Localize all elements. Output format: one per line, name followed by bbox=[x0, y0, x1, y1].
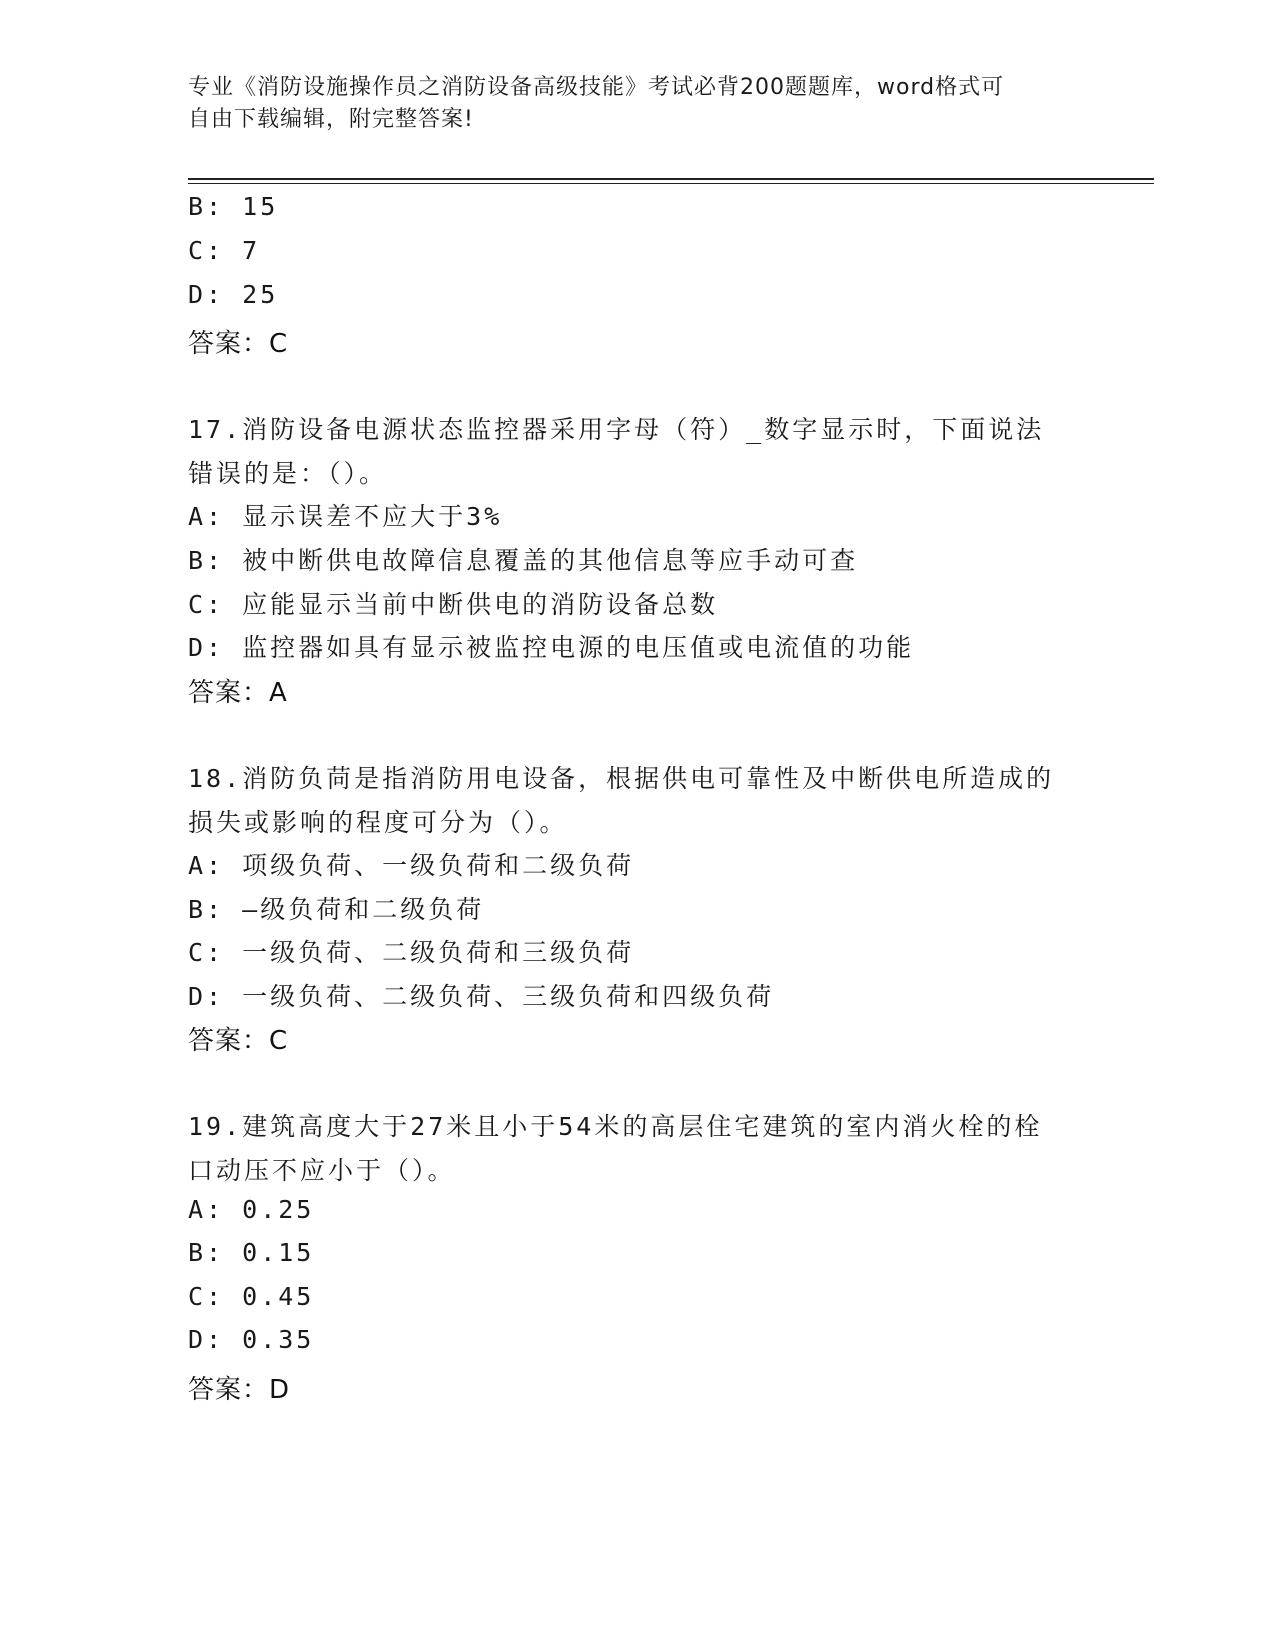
q17-option-c: C: 应能显示当前中断供电的消防设备总数 bbox=[188, 590, 719, 619]
header-line-1: 专业《消防设施操作员之消防设备高级技能》考试必背200题题库，word格式可 bbox=[188, 75, 1005, 100]
q17-stem-line-2: 错误的是：（）。 bbox=[188, 459, 388, 488]
header-divider-thin bbox=[188, 183, 1154, 184]
q19-answer: 答案：D bbox=[188, 1375, 291, 1405]
q19-stem-line-2: 口动压不应小于（）。 bbox=[188, 1156, 456, 1185]
q18-stem-line-1: 18.消防负苘是指消防用电设备，根据供电可靠性及中断供电所造成的 bbox=[188, 764, 1055, 793]
q17-option-b: B: 被中断供电故障信息覆盖的其他信息等应手动可查 bbox=[188, 546, 859, 575]
q19-option-d: D: 0.35 bbox=[188, 1325, 315, 1354]
header-line-2: 自由下载编辑，附完整答案! bbox=[188, 107, 474, 132]
q16-answer: 答案：C bbox=[188, 329, 289, 359]
q18-stem-line-2: 损失或影响的程度可分为（）。 bbox=[188, 808, 568, 837]
q16-option-b: B: 15 bbox=[188, 192, 279, 221]
q18-option-c: C: 一级负荷、二级负荷和三级负荷 bbox=[188, 938, 635, 967]
header-divider-thick bbox=[188, 178, 1154, 180]
page-header bbox=[188, 72, 1088, 136]
q19-option-a: A: 0.25 bbox=[188, 1195, 315, 1224]
q18-option-b: B: —级负荷和二级负荷 bbox=[188, 895, 485, 924]
q19-stem-line-1: 19.建筑高度大于27米且小于54米的高层住宅建筑的室内消火栓的栓 bbox=[188, 1112, 1043, 1141]
q16-option-c: C: 7 bbox=[188, 236, 261, 265]
q19-option-c: C: 0.45 bbox=[188, 1282, 315, 1311]
q16-option-d: D: 25 bbox=[188, 280, 279, 309]
q18-answer: 答案：C bbox=[188, 1026, 289, 1056]
q17-stem-line-1: 17.消防设备电源状态监控器采用字母（符）_数字显示时，下面说法 bbox=[188, 415, 1045, 444]
q17-option-d: D: 监控器如具有显示被监控电源的电压值或电流值的功能 bbox=[188, 633, 915, 662]
q18-option-d: D: 一级负荷、二级负荷、三级负荷和四级负荷 bbox=[188, 982, 775, 1011]
q17-option-a: A: 显示误差不应大于3% bbox=[188, 502, 503, 531]
q17-answer: 答案：A bbox=[188, 678, 288, 708]
q19-option-b: B: 0.15 bbox=[188, 1238, 315, 1267]
q18-option-a: A: 项级负荷、一级负荷和二级负荷 bbox=[188, 851, 635, 880]
